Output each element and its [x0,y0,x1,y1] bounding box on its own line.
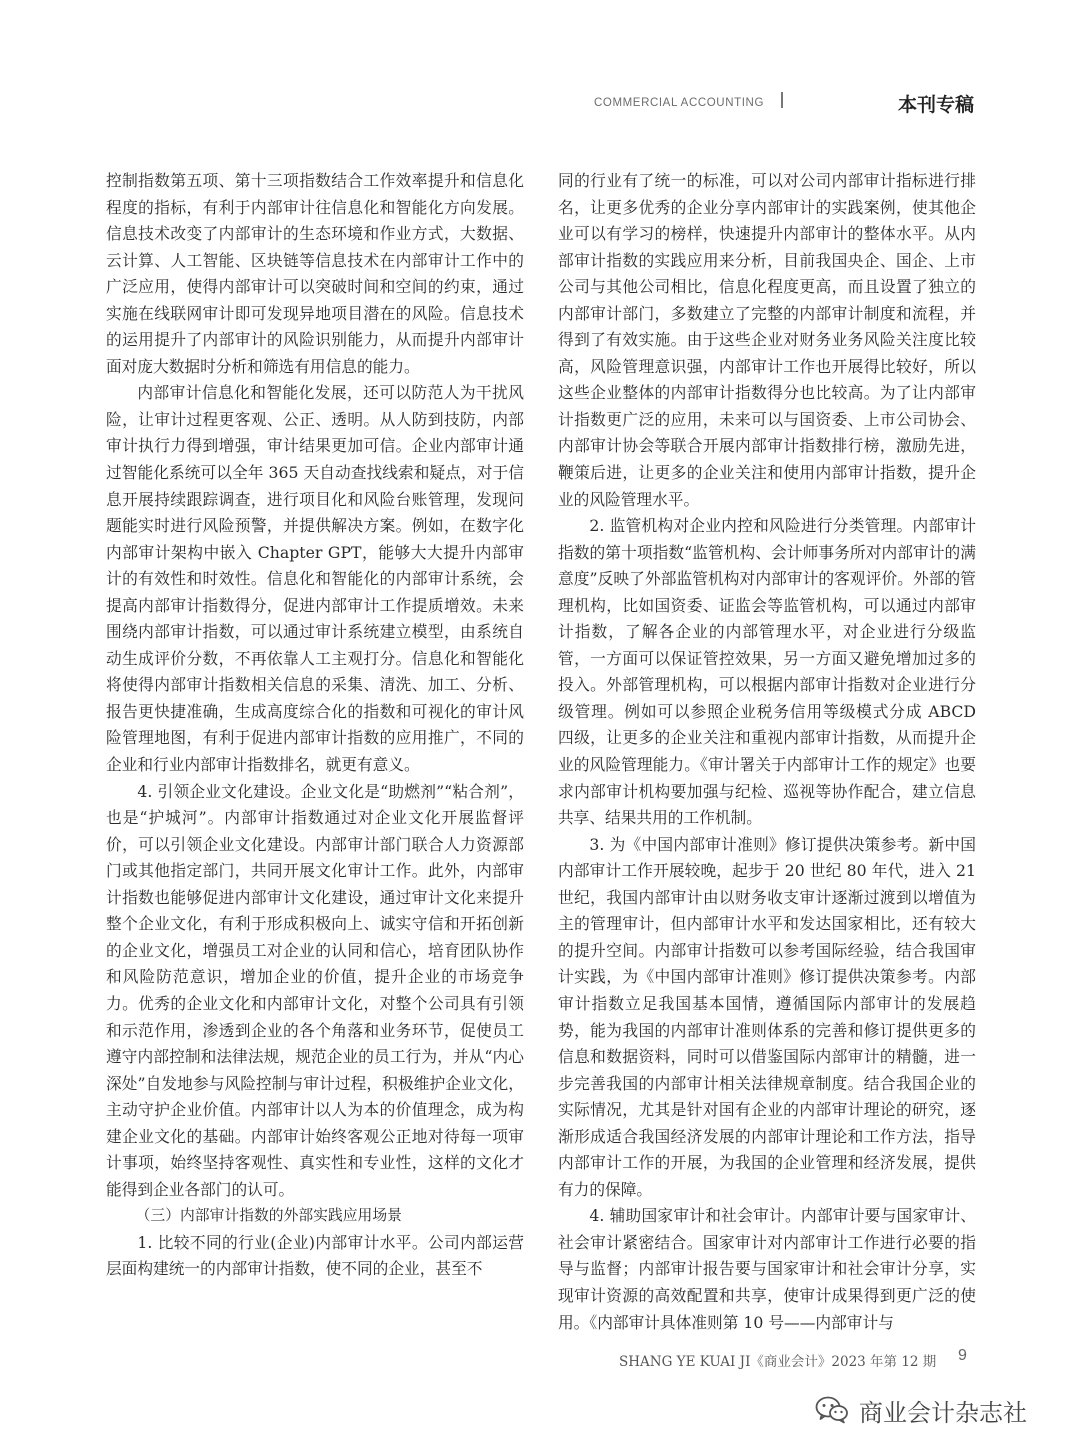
paragraph: 3. 为《中国内部审计准则》修订提供决策参考。新中国内部审计工作开展较晚，起步于 20 世纪 80 年代，进入 21 世纪，我国内部审计由以财务收支审计逐渐过渡到以增值为主的管理审计，但内部审计水平和发达国家相比，还有较大的提升空间。内部审计指数可以参考国际经验，结合我国审计实践，为《中国内部审计准则》修订提供决策参考。内部审计指数立足我国基本国情，遵循国际内部审计的发展趋势，能为我国的内部审计准则体系的完善和修订提供更多的信息和数据资料，同时可以借鉴国际内部审计的精髓，进一步完善我国的内部审计相关法律规章制度。结合我国企业的实际情况，尤其是针对国有企业的内部审计理论的研究，逐渐形成适合我国经济发展的内部审计理论和工作方法，指导内部审计工作的开展，为我国的企业管理和经济发展，提供有力的保障。 [558,834,976,1199]
paragraph: 4. 引领企业文化建设。企业文化是“助燃剂”“粘合剂”，也是“护城河”。内部审计指数通过对企业文化开展监督评价，可以引领企业文化建设。内部审计部门联合人力资源部门或其他指定部门，共同开展文化审计工作。此外，内部审计指数也能够促进内部审计文化建设，通过审计文化来提升整个企业文化，有利于形成积极向上、诚实守信和开拓创新的企业文化，增强员工对企业的认同和信心，培育团队协作和风险防范意识，增加企业的价值，提升企业的市场竞争力。优秀的企业文化和内部审计文化，对整个公司具有引领和示范作用，渗透到企业的各个角落和业务环节，促使员工遵守内部控制和法律法规，规范企业的员工行为，并从“内心深处”自发地参与风险控制与审计过程，积极维护企业文化，主动守护企业价值。内部审计以人为本的价值理念，成为构建企业文化的基础。内部审计始终客观公正地对待每一项审计事项，始终坚持客观性、真实性和专业性，这样的文化才能得到企业各部门的认可。 [106,781,524,1199]
paragraph: 4. 辅助国家审计和社会审计。内部审计要与国家审计、社会审计紧密结合。国家审计对内部审计工作进行必要的指导与监督；内部审计报告要与国家审计和社会审计分享，实现审计资源的高效配置和共享，使审计成果得到更广泛的使用。《内部审计具体准则第 10 号——内部审计与 [558,1206,976,1332]
paragraph: 控制指数第五项、第十三项指数结合工作效率提升和信息化程度的指标，有利于内部审计往信息化和智能化方向发展。信息技术改变了内部审计的生态环境和作业方式，大数据、云计算、人工智能、区块链等信息技术在内部审计工作中的广泛应用，使得内部审计可以突破时间和空间的约束，通过实施在线联网审计即可发现异地项目潜在的风险。信息技术的运用提升了内部审计的风险识别能力，从而提升内部审计面对庞大数据时分析和筛选有用信息的能力。 [106,171,524,376]
page-number: 9 [958,1347,967,1364]
column-title: 本刊专稿 [898,94,975,116]
journal-name-en: COMMERCIAL ACCOUNTING [594,97,764,109]
footer-journal-info: SHANG YE KUAI JI《商业会计》2023 年第 12 期 [619,1354,937,1370]
paragraph: 内部审计信息化和智能化发展，还可以防范人为干扰风险，让审计过程更客观、公正、透明。从人防到技防，内部审计执行力得到增强，审计结果更加可信。企业内部审计通过智能化系统可以全年 365 天自动查找线索和疑点，对于信息开展持续跟踪调查，进行项目化和风险台账管理，发现问题能实时进行风险预警，并提供解决方案。例如，在数字化内部审计架构中嵌入 Chapter GPT，能够大大提升内部审计的有效性和时效性。信息化和智能化的内部审计系统，会提高内部审计指数得分，促进内部审计工作提质增效。未来围绕内部审计指数，可以通过审计系统建立模型，由系统自动生成评价分数，不再依靠人工主观打分。信息化和智能化将使得内部审计指数相关信息的采集、清洗、加工、分析、报告更快捷准确，生成高度综合化的指数和可视化的审计风险管理地图，有利于促进内部审计指数的应用推广，不同的企业和行业内部审计指数排名，就更有意义。 [106,383,524,775]
watermark-text: 商业会计杂志社 [859,1398,1027,1427]
header-divider [781,92,783,108]
watermark [815,1390,1027,1430]
section-heading: （三）内部审计指数的外部实践应用场景 [135,1207,402,1225]
paragraph: 1. 比较不同的行业(企业)内部审计水平。公司内部运营层面构建统一的内部审计指数，使不同的企业，甚至不 [106,1232,524,1279]
wechat-icon [815,1395,849,1425]
left-column [106,168,524,1283]
paragraph: 2. 监管机构对企业内控和风险进行分类管理。内部审计指数的第十项指数“监管机构、会计师事务所对内部审计的满意度”反映了外部监管机构对内部审计的客观评价。外部的管理机构，比如国资委、证监会等监管机构，可以通过内部审计指数，了解各企业的内部管理水平，对企业进行分级监管，一方面可以保证管控效果，另一方面又避免增加过多的投入。外部管理机构，可以根据内部审计指数对企业进行分级管理。例如可以参照企业税务信用等级模式分成 ABCD 四级，让更多的企业关注和重视内部审计指数，从而提升企业的风险管理能力。《审计署关于内部审计工作的规定》也要求内部审计机构要加强与纪检、巡视等协作配合，建立信息共享、结果共用的工作机制。 [558,516,976,828]
paragraph: 同的行业有了统一的标准，可以对公司内部审计指标进行排名，让更多优秀的企业分享内部审计的实践案例，使其他企业可以有学习的榜样，快速提升内部审计的整体水平。从内部审计指数的实践应用来分析，目前我国央企、国企、上市公司与其他公司相比，信息化程度更高，而且设置了独立的内部审计部门，多数建立了完整的内部审计制度和流程，并得到了有效实施。由于这些企业对财务业务风险关注度比较高，风险管理意识强，内部审计工作也开展得比较好，所以这些企业整体的内部审计指数得分也比较高。为了让内部审计指数更广泛的应用，未来可以与国资委、上市公司协会、内部审计协会等联合开展内部审计指数排行榜，激励先进，鞭策后进，让更多的企业关注和使用内部审计指数，提升企业的风险管理水平。 [558,171,976,509]
right-column [558,168,976,1336]
